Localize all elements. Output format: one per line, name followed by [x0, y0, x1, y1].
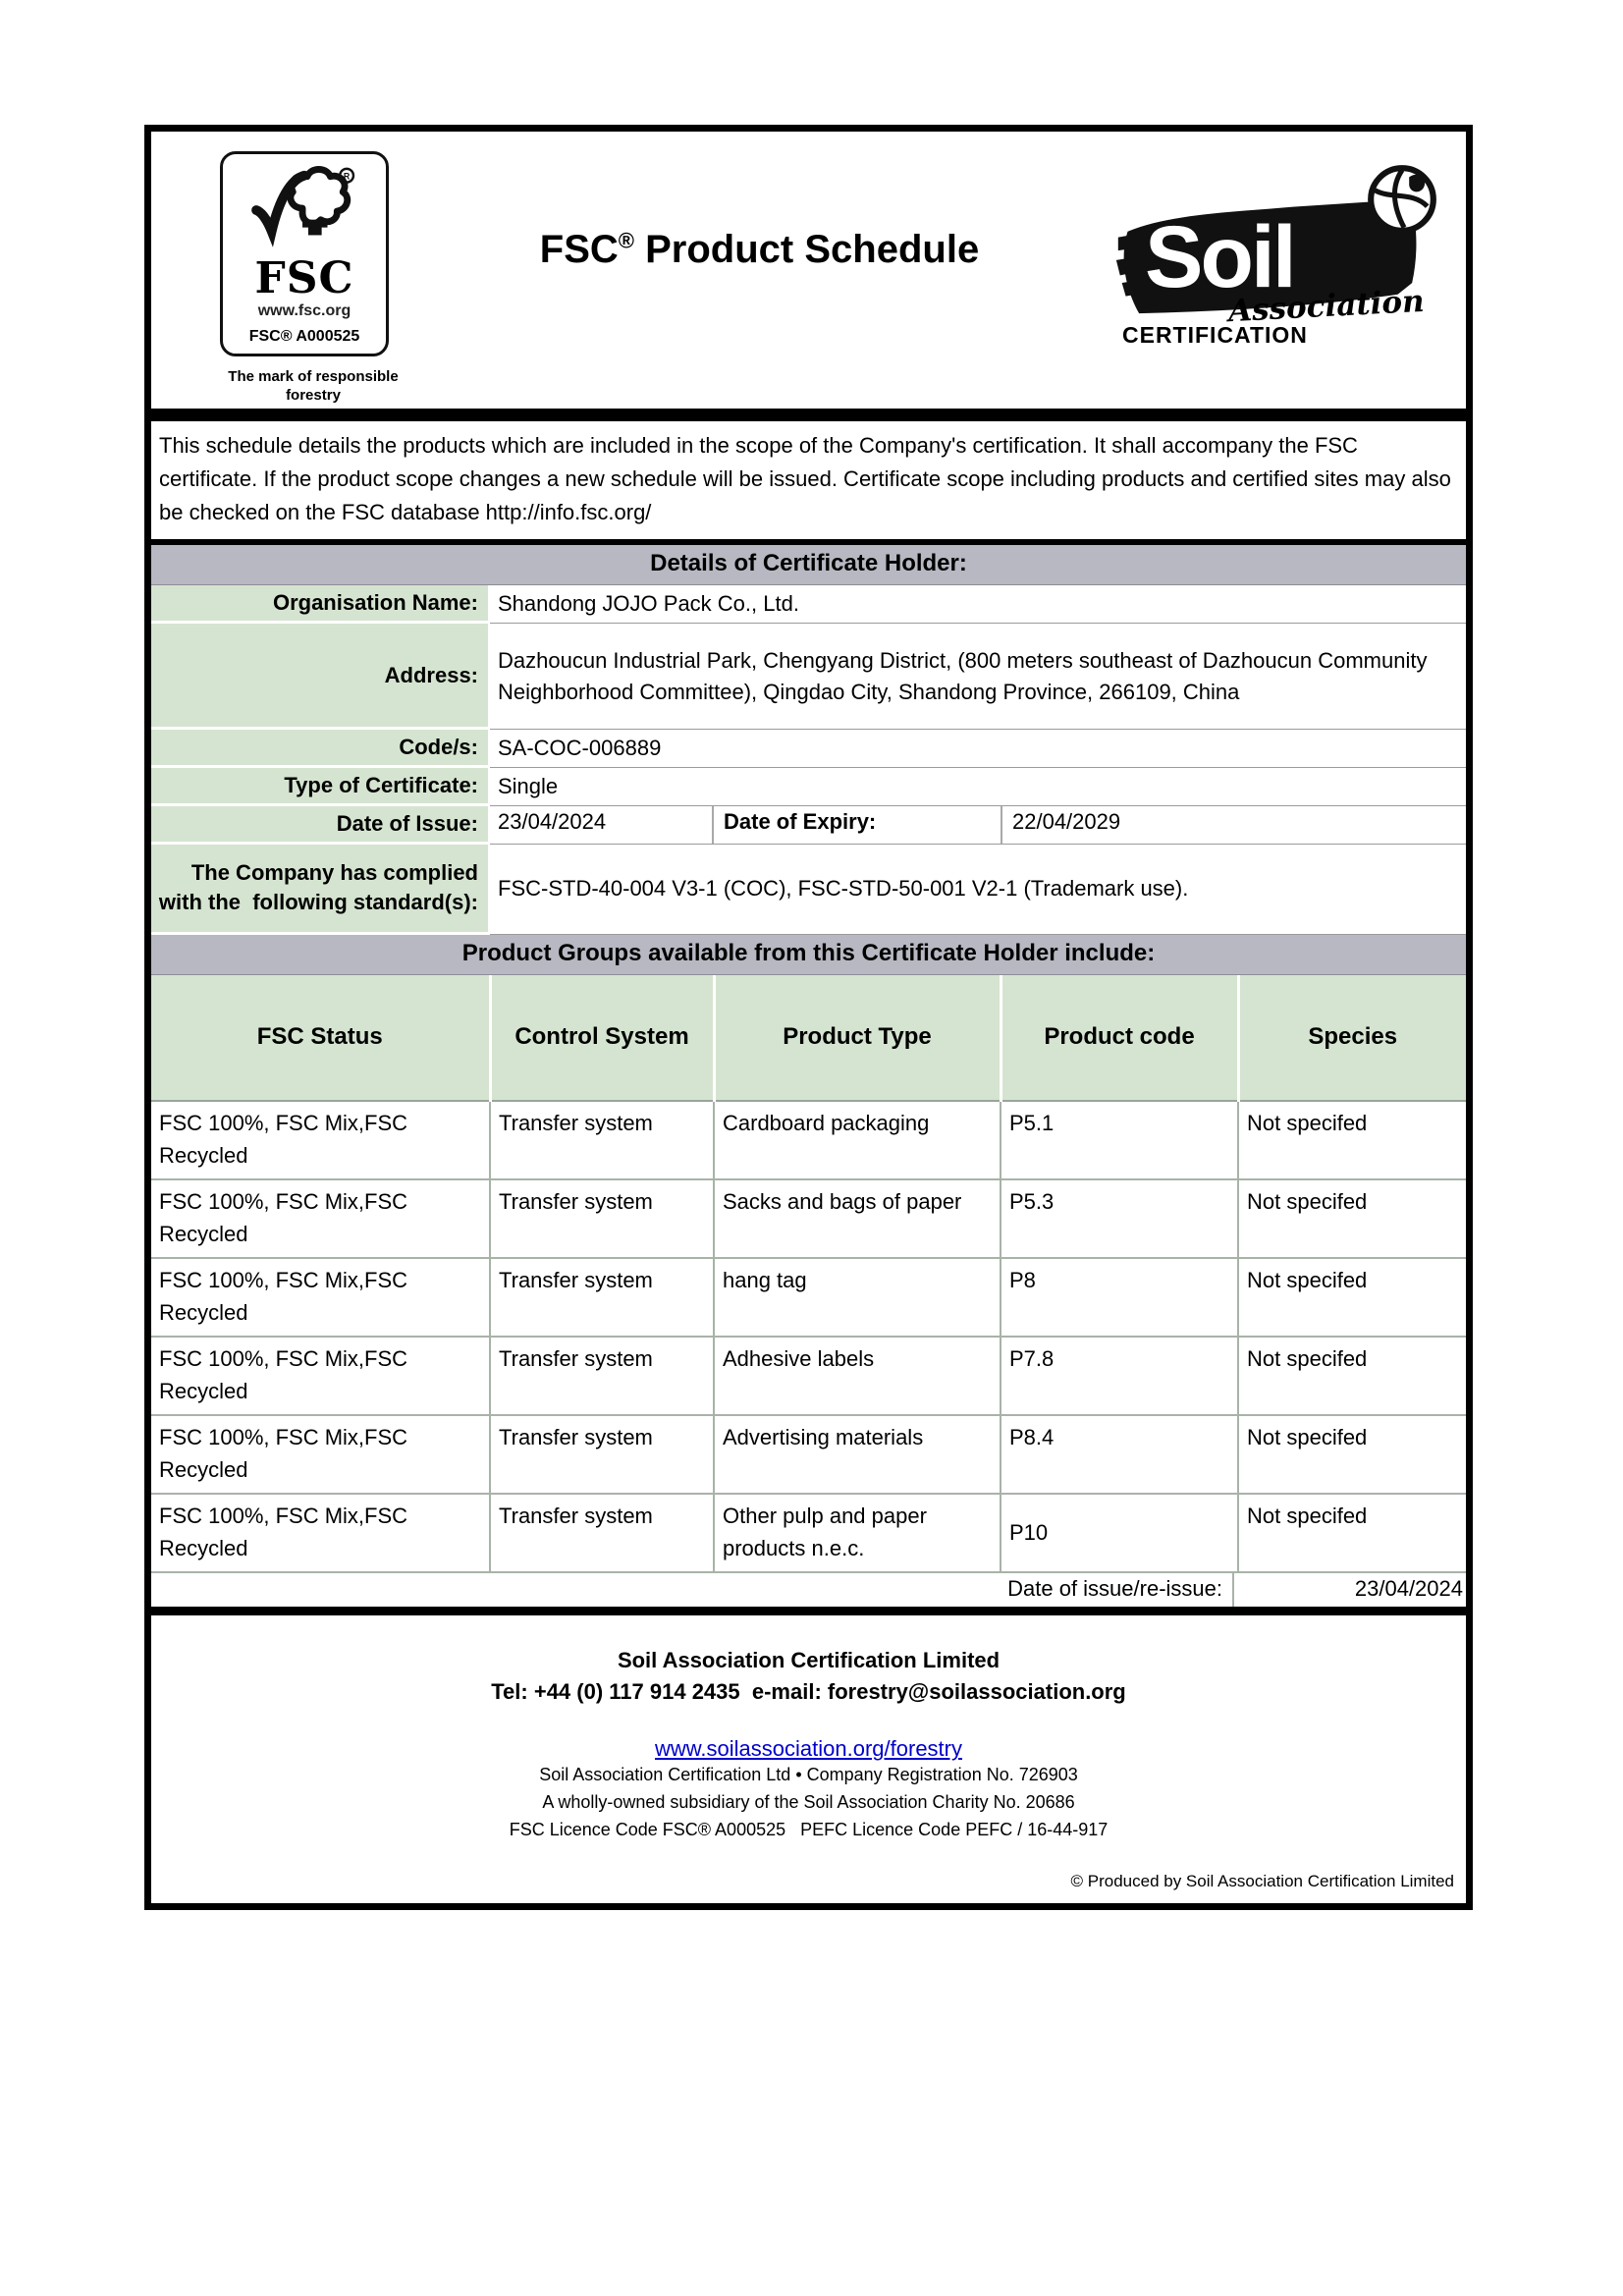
- standards-label: The Company has complied with the following standard(s):: [151, 845, 490, 935]
- organisation-name-label: Organisation Name:: [151, 585, 490, 624]
- footer-contact-line: Tel: +44 (0) 117 914 2435 e-mail: forestry@soilassociation.org: [491, 1678, 1126, 1704]
- soil-leaf-icon: [1364, 161, 1440, 238]
- control-system-cell: Transfer system: [490, 1337, 714, 1415]
- table-row: [151, 1494, 1466, 1572]
- fsc-status-cell: FSC 100%, FSC Mix,FSC Recycled: [151, 1337, 490, 1415]
- fsc-status-cell: FSC 100%, FSC Mix,FSC Recycled: [151, 1494, 490, 1572]
- reissue-row: [151, 1573, 1466, 1607]
- control-system-cell: Transfer system: [490, 1258, 714, 1337]
- fsc-tagline: The mark of responsible forestry: [228, 368, 399, 404]
- code-label: Code/s:: [151, 730, 490, 768]
- date-of-expiry-label: Date of Expiry:: [714, 806, 1002, 844]
- column-header-species: Species: [1238, 975, 1466, 1101]
- fsc-status-cell: FSC 100%, FSC Mix,FSC Recycled: [151, 1101, 490, 1179]
- species-cell: Not specifed: [1238, 1337, 1466, 1415]
- control-system-cell: Transfer system: [490, 1179, 714, 1258]
- document-footer: [151, 1607, 1466, 1903]
- table-row: [151, 1337, 1466, 1415]
- table-header-row: [151, 975, 1466, 1101]
- product-code-cell: P7.8: [1001, 1337, 1238, 1415]
- control-system-cell: Transfer system: [490, 1494, 714, 1572]
- control-system-cell: Transfer system: [490, 1101, 714, 1179]
- address-value: Dazhoucun Industrial Park, Chengyang District, (800 meters southeast of Dazhoucun Community Neighborhood Committee), Qingdao City, Shandong Province, 266109, China: [490, 624, 1466, 730]
- date-of-issue-value: 23/04/2024: [490, 806, 714, 844]
- product-code-cell: P5.3: [1001, 1179, 1238, 1258]
- produced-by-line: © Produced by Soil Association Certification Limited: [1070, 1872, 1454, 1891]
- date-of-expiry-value: 22/04/2029: [1012, 808, 1121, 834]
- fsc-logo: [220, 151, 406, 403]
- date-cells: [490, 806, 1466, 845]
- product-type-cell: Advertising materials: [714, 1415, 1001, 1494]
- product-type-cell: hang tag: [714, 1258, 1001, 1337]
- detail-row-code: [151, 730, 1466, 768]
- certificate-type-value: Single: [490, 768, 1466, 806]
- detail-row-type: [151, 768, 1466, 806]
- forestry-link[interactable]: www.soilassociation.org/forestry: [654, 1736, 962, 1762]
- detail-row-address: [151, 624, 1466, 730]
- address-label: Address:: [151, 624, 490, 730]
- certificate-document: [144, 125, 1473, 1910]
- fsc-status-cell: FSC 100%, FSC Mix,FSC Recycled: [151, 1415, 490, 1494]
- footer-registration-line: Soil Association Certification Ltd • Company Registration No. 726903: [539, 1765, 1078, 1785]
- control-system-cell: Transfer system: [490, 1415, 714, 1494]
- product-type-cell: Adhesive labels: [714, 1337, 1001, 1415]
- table-row: [151, 1415, 1466, 1494]
- detail-row-standards: [151, 845, 1466, 935]
- organisation-name-value: Shandong JOJO Pack Co., Ltd.: [490, 585, 1466, 624]
- species-cell: Not specifed: [1238, 1494, 1466, 1572]
- intro-paragraph: This schedule details the products which are included in the scope of the Company's certification. It shall accompany the FSC certificate. If the product scope changes a new schedule will be issued. Certificate scope including products and certified sites may also be checked on the FSC database http://info.fsc.org/: [151, 421, 1466, 545]
- product-type-cell: Other pulp and paper products n.e.c.: [714, 1494, 1001, 1572]
- fsc-licence-code: FSC® A000525: [248, 328, 360, 345]
- soil-certification-word: CERTIFICATION: [1122, 322, 1308, 348]
- species-cell: Not specifed: [1238, 1258, 1466, 1337]
- certificate-type-label: Type of Certificate:: [151, 768, 490, 806]
- code-value: SA-COC-006889: [490, 730, 1466, 768]
- standards-value: FSC-STD-40-004 V3-1 (COC), FSC-STD-50-001 V2-1 (Trademark use).: [490, 845, 1466, 935]
- fsc-logo-box: [220, 151, 389, 356]
- column-header-product-code: Product code: [1001, 975, 1238, 1101]
- species-cell: Not specifed: [1238, 1415, 1466, 1494]
- section-bar-product-groups: Product Groups available from this Certificate Holder include:: [151, 935, 1466, 975]
- column-header-product-type: Product Type: [714, 975, 1001, 1101]
- reissue-label: Date of issue/re-issue:: [151, 1573, 1234, 1607]
- document-body: [144, 415, 1473, 1910]
- footer-company-name: Soil Association Certification Limited: [617, 1647, 1001, 1672]
- date-of-issue-label: Date of Issue:: [151, 806, 490, 845]
- document-header: [144, 125, 1473, 415]
- detail-row-organisation: [151, 585, 1466, 624]
- svg-text:R: R: [343, 171, 351, 182]
- soil-association-script: Association: [1227, 283, 1426, 330]
- fsc-status-cell: FSC 100%, FSC Mix,FSC Recycled: [151, 1179, 490, 1258]
- product-code-cell: P8: [1001, 1258, 1238, 1337]
- title-area: [406, 151, 1112, 403]
- product-type-cell: Sacks and bags of paper: [714, 1179, 1001, 1258]
- table-row: [151, 1101, 1466, 1179]
- product-type-cell: Cardboard packaging: [714, 1101, 1001, 1179]
- column-header-control-system: Control System: [490, 975, 714, 1101]
- species-cell: Not specifed: [1238, 1101, 1466, 1179]
- product-groups-table: [151, 975, 1466, 1573]
- table-row: [151, 1179, 1466, 1258]
- page-title: FSC® Product Schedule: [539, 228, 980, 271]
- product-code-cell: P5.1: [1001, 1101, 1238, 1179]
- product-code-cell: P8.4: [1001, 1415, 1238, 1494]
- soil-logo-word: Soil: [1144, 206, 1294, 305]
- footer-licence-line: FSC Licence Code FSC® A000525 PEFC Licence Code PEFC / 16-44-917: [509, 1820, 1109, 1840]
- fsc-status-cell: FSC 100%, FSC Mix,FSC Recycled: [151, 1258, 490, 1337]
- species-cell: Not specifed: [1238, 1179, 1466, 1258]
- column-header-fsc-status: FSC Status: [151, 975, 490, 1101]
- soil-association-logo: [1112, 179, 1436, 403]
- footer-subsidiary-line: A wholly-owned subsidiary of the Soil Association Charity No. 20686: [542, 1792, 1075, 1813]
- detail-row-dates: [151, 806, 1466, 845]
- table-row: [151, 1258, 1466, 1337]
- product-code-cell: P10: [1001, 1494, 1238, 1572]
- section-bar-details: Details of Certificate Holder:: [151, 545, 1466, 585]
- reissue-date: 23/04/2024: [1354, 1575, 1463, 1601]
- fsc-logo-word: FSC: [254, 253, 354, 303]
- registered-mark: ®: [618, 228, 635, 253]
- fsc-logo-url: www.fsc.org: [257, 302, 352, 319]
